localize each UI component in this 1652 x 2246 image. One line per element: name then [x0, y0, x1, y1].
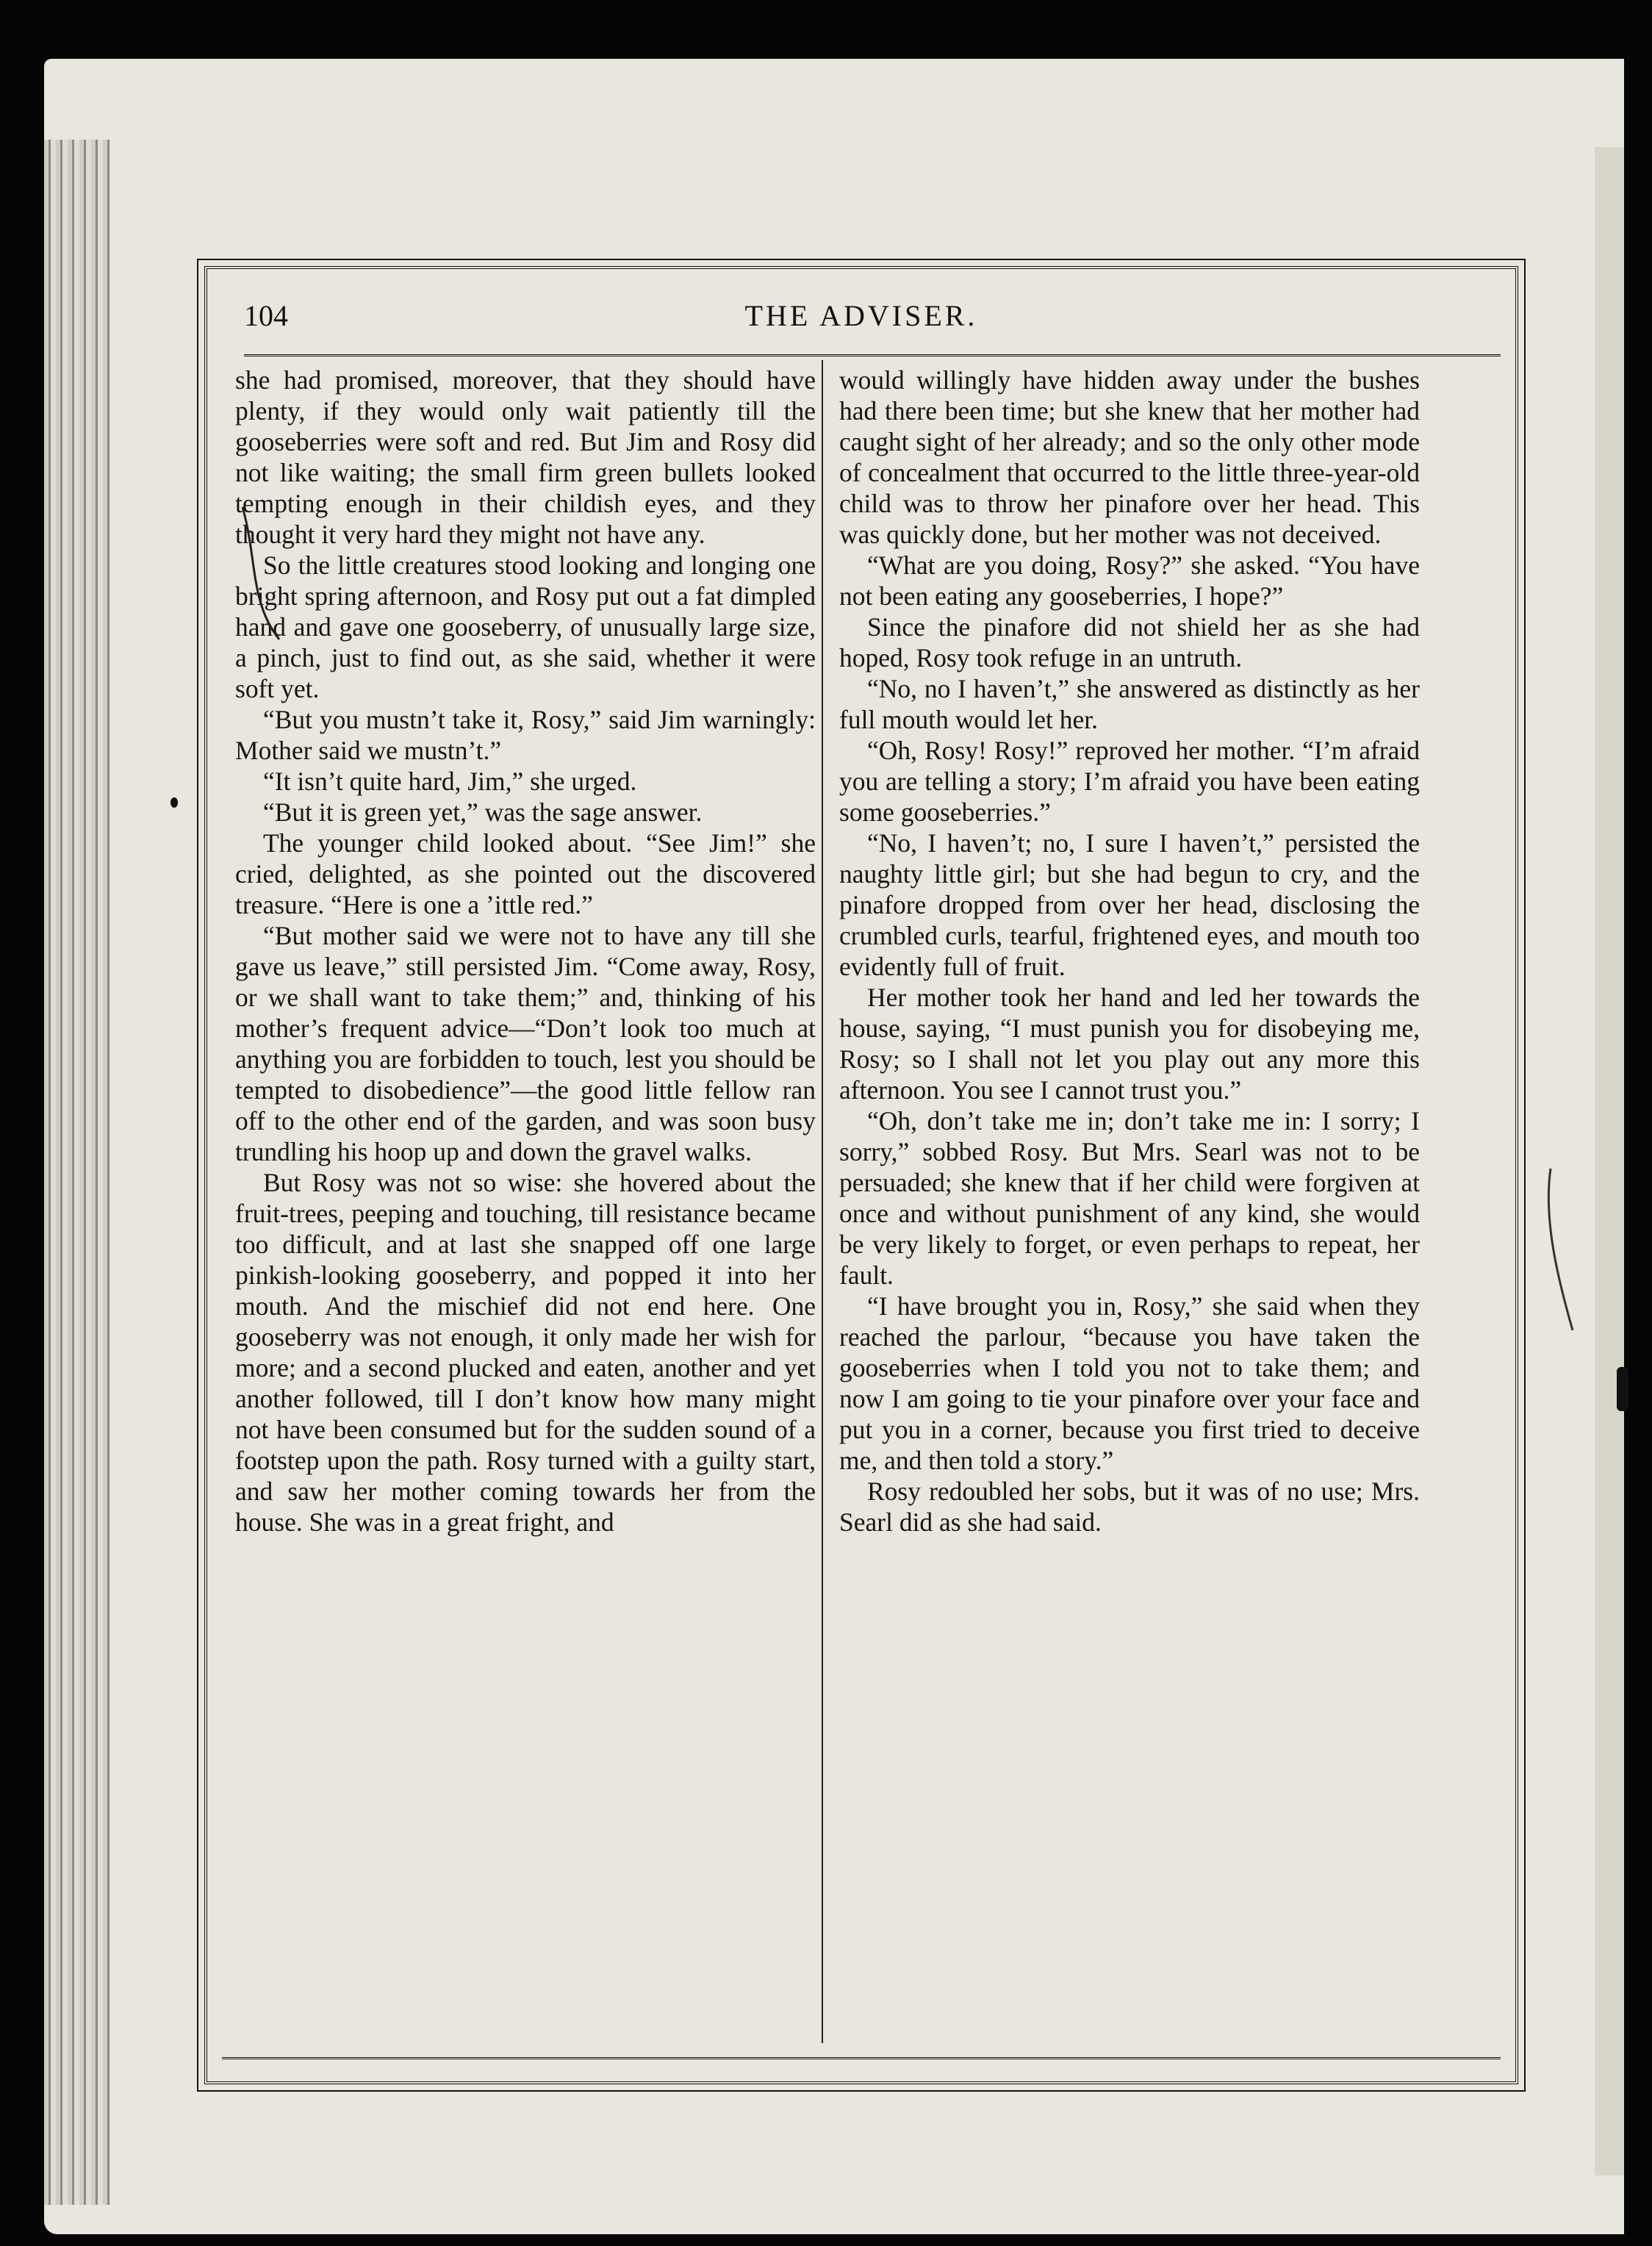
paragraph: “What are you doing, Rosy?” she asked. “You have not been eating any gooseberries, I hope?” [839, 550, 1420, 611]
paragraph: Her mother took her hand and led her towards the house, saying, “I must punish you for disobeying me, Rosy; so I shall not let you play out any more this afternoon. You see I cannot trust you.” [839, 983, 1420, 1105]
footer-rule [222, 2057, 1501, 2059]
page-edge-shadow [1595, 147, 1624, 2175]
paragraph: So the little creatures stood looking and longing one bright spring afternoon, and Rosy put out a fat dimpled hand and gave one gooseberry, of unusually large size, a pinch, just to find out, as she said, whether it were soft yet. [235, 550, 816, 703]
ink-blot [170, 797, 178, 808]
paragraph: “No, I haven’t; no, I sure I haven’t,” persisted the naughty little girl; but she had begun to cry, and the pinafore dropped from over her head, disclosing the crumbled curls, tearful, frightened eyes, and mouth too evidently full of fruit. [839, 828, 1420, 981]
pencil-mark-right [1529, 1161, 1587, 1338]
book-spine-edge [44, 140, 110, 2205]
paragraph: would willingly have hidden away under the bushes had there been time; but she knew that her mother had caught sight of her already; and so the only other mode of concealment that occurred to the little three-year-old child was to throw her pinafore over her head. This was quickly done, but her mother was not deceived. [839, 365, 1420, 549]
journal-title: THE ADVISER. [744, 299, 978, 332]
paragraph: “I have brought you in, Rosy,” she said when they reached the parlour, “because you have taken the gooseberries when I told you not to take them; and now I am going to tie your pinafore over your face and put you in a corner, because you first tried to deceive me, and then told a story.” [839, 1291, 1420, 1475]
paragraph: “It isn’t quite hard, Jim,” she urged. [263, 767, 637, 796]
paragraph: “But it is green yet,” was the sage answer. [263, 797, 703, 827]
paragraph: Rosy redoubled her sobs, but it was of no use; Mrs. Searl did as she had said. [839, 1477, 1420, 1537]
paragraph: But Rosy was not so wise: she hovered about the fruit-trees, peeping and touching, till resistance became too difficult, and at last she snapped off one large pinkish-looking gooseberry, and popped it into her mouth. And the mischief did not end here. One gooseberry was not enough, it only made her wish for more; and a second plucked and eaten, another and yet another followed, till I don’t know how many might not have been consumed but for the sudden sound of a footstep upon the path. Rosy turned with a guilty start, and saw her mother coming towards her from the house. She was in a great fright, and [235, 1168, 816, 1537]
scanned-page [44, 59, 1624, 2234]
page-number: 104 [244, 299, 288, 332]
running-head [244, 298, 1479, 342]
right-column [839, 365, 1420, 2040]
paragraph: “Oh, don’t take me in; don’t take me in: I sorry; I sorry,” sobbed Rosy. But Mrs. Searl was not to be persuaded; she knew that if her child were forgiven at once and without punishment of any kind, she would be very likely to forget, or even perhaps to repeat, her fault. [839, 1106, 1420, 1290]
page-frame [204, 266, 1518, 2084]
paragraph: “But you mustn’t take it, Rosy,” said Jim warningly: Mother said we mustn’t.” [235, 705, 816, 765]
header-rule [244, 354, 1501, 356]
paragraph: “No, no I haven’t,” she answered as distinctly as her full mouth would let her. [839, 674, 1420, 734]
paragraph: “Oh, Rosy! Rosy!” reproved her mother. “I’m afraid you are telling a story; I’m afraid you have been eating some gooseberries.” [839, 736, 1420, 827]
paragraph: “But mother said we were not to have any till she gave us leave,” still persisted Jim. “Come away, Rosy, or we shall want to take them;” and, thinking of his mother’s frequent advice—“Don’t look too much at anything you are forbidden to touch, lest you should be tempted to disobedience”—the good little fellow ran off to the other end of the garden, and was soon busy trundling his hoop up and down the gravel walks. [235, 921, 816, 1166]
paragraph: The younger child looked about. “See Jim!” she cried, delighted, as she pointed out the discovered treasure. “Here is one a ’ittle red.” [235, 828, 816, 919]
ink-blot [1617, 1367, 1628, 1411]
paragraph: Since the pinafore did not shield her as she had hoped, Rosy took refuge in an untruth. [839, 612, 1420, 672]
pencil-mark-left [235, 500, 294, 647]
column-divider [822, 360, 823, 2043]
paragraph: she had promised, moreover, that they should have plenty, if they would only wait patiently till the gooseberries were soft and red. But Jim and Rosy did not like waiting; the small firm green bullets looked tempting enough in their childish eyes, and they thought it very hard they might not have any. [235, 365, 816, 549]
left-column [235, 365, 816, 2040]
